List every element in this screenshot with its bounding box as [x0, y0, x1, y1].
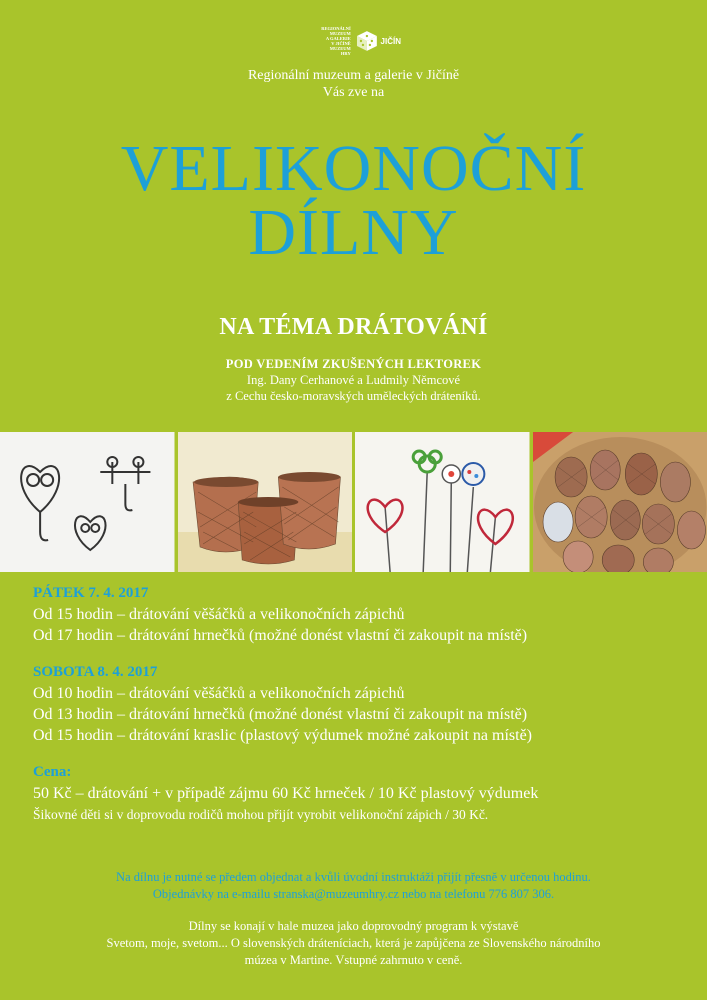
- friday-heading: PÁTEK 7. 4. 2017: [33, 585, 149, 601]
- booking-note: [0, 869, 707, 903]
- saturday-item: Od 10 hodin – drátování věšáčků a velikonočních zápichů: [33, 685, 405, 702]
- saturday-heading: SOBOTA 8. 4. 2017: [33, 664, 158, 680]
- logo-brand: JIČÍN: [380, 36, 401, 46]
- page-title: [0, 132, 707, 269]
- logo-line: MUZEUM: [329, 46, 351, 51]
- lectors-block: [0, 356, 707, 404]
- exhibition-note-line: múzea v Martine. Vstupné zahrnuto v ceně.: [244, 953, 463, 967]
- intro-invite: Vás zve na: [322, 85, 385, 100]
- intro: [0, 67, 707, 101]
- logo-text: [317, 26, 351, 56]
- price-children-line: Šikovné děti si v doprovodu rodičů mohou přijít vyrobit velikonoční zápich / 30 Kč.: [33, 807, 489, 822]
- wired-mugs-photo: [178, 432, 353, 572]
- exhibition-note-line: Svetom, moje, svetom... O slovenských dráteníciach, která je zapůjčena ze Slovenského národního: [106, 936, 601, 950]
- exhibition-note: [0, 918, 707, 969]
- dice-logo-icon: [355, 29, 379, 53]
- friday-item: Od 15 hodin – drátování věšáčků a velikonočních zápichů: [33, 606, 405, 623]
- title-line-1: VELIKONOČNÍ: [120, 132, 587, 205]
- subtitle: NA TÉMA DRÁTOVÁNÍ: [219, 314, 488, 340]
- friday-item: Od 17 hodin – drátování hrnečků (možné donést vlastní či zakoupit na místě): [33, 627, 528, 644]
- lectors-heading: POD VEDENÍM ZKUŠENÝCH LEKTOREK: [225, 357, 482, 371]
- logo-line: V JIČÍNĚ: [331, 41, 351, 46]
- saturday-item: Od 13 hodin – drátování hrnečků (možné donést vlastní či zakoupit na místě): [33, 706, 528, 723]
- saturday-item: Od 15 hodin – drátování kraslic (plastový výdumek možné zakoupit na místě): [33, 727, 532, 744]
- intro-organizer: Regionální muzeum a galerie v Jičíně: [247, 68, 460, 83]
- title-line-2: DÍLNY: [248, 196, 459, 269]
- museum-logo: [317, 24, 401, 58]
- lectors-names: Ing. Dany Cerhanové a Ludmily Němcové: [246, 373, 461, 387]
- logo-line: REGIONÁLNÍ: [321, 26, 351, 31]
- schedule: [33, 583, 693, 825]
- logo-line: A GALERIE: [325, 36, 351, 41]
- price-line: 50 Kč – drátování + v případě zájmu 60 Kč hrneček / 10 Kč plastový výdumek: [33, 785, 539, 802]
- photo-strip: [0, 432, 707, 572]
- wire-hooks-photo: [0, 432, 175, 572]
- spacer: [33, 746, 693, 762]
- price-heading: Cena:: [33, 764, 72, 780]
- spacer: [33, 646, 693, 662]
- logo-line: MUZEUM: [329, 31, 351, 36]
- booking-contact: Objednávky na e-mailu stranska@muzeumhry.cz nebo na telefonu 776 807 306.: [152, 887, 555, 901]
- logo-line: HRY: [340, 51, 351, 56]
- exhibition-note-line: Dílny se konají v hale muzea jako doprovodný program k výstavě: [188, 919, 519, 933]
- wired-eggs-photo: [533, 432, 707, 572]
- lectors-guild: z Cechu česko-moravských uměleckých dráteníků.: [226, 389, 481, 403]
- wire-sticks-photo: [355, 432, 530, 572]
- booking-note-line: Na dílnu je nutné se předem objednat a kvůli úvodní instruktáži přijít přesně v určenou hodinu.: [116, 870, 591, 884]
